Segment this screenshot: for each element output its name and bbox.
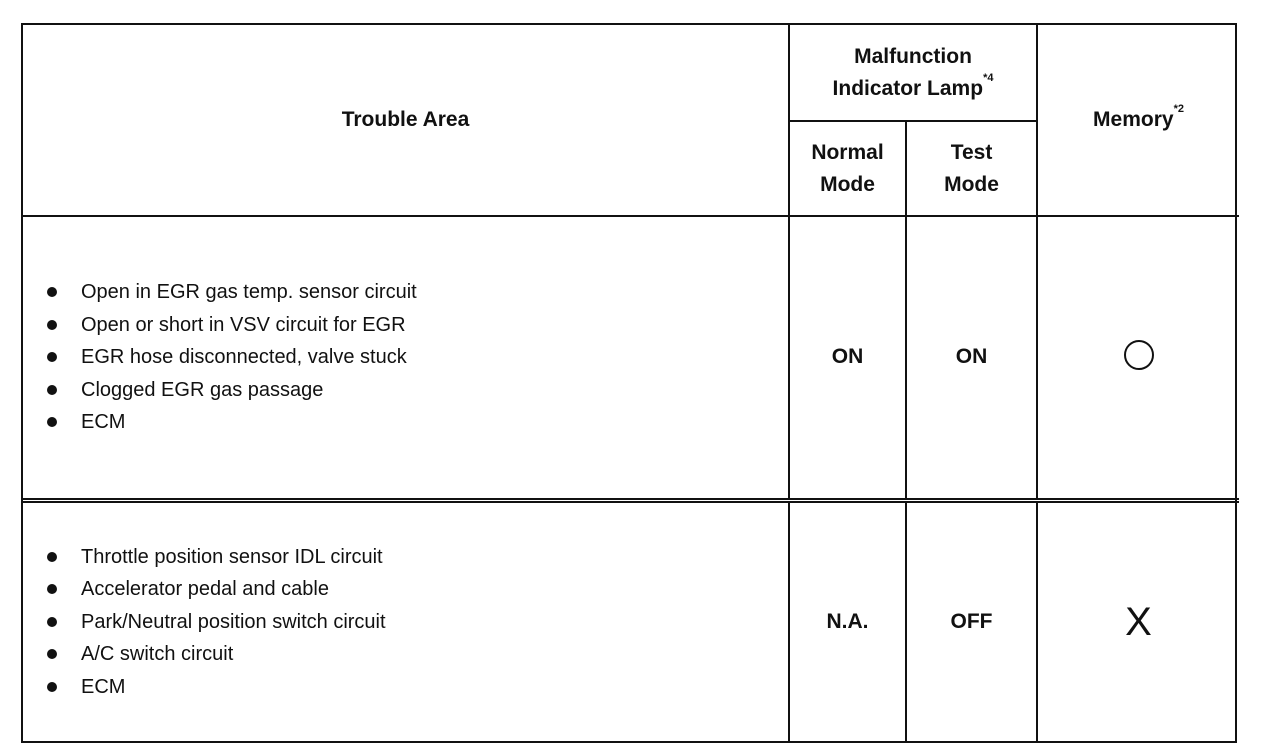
header-memory [1037, 25, 1239, 216]
list-item: A/C switch circuit [47, 638, 788, 671]
header-mil-line1: Malfunction [854, 44, 972, 68]
list-item: Clogged EGR gas passage [47, 374, 788, 407]
diagnosis-table-container [21, 23, 1237, 743]
header-mil-note: *4 [983, 71, 994, 84]
list-item: ECM [47, 406, 788, 439]
trouble-area-cell [23, 500, 789, 741]
bullet-icon [47, 584, 57, 594]
table-row [23, 500, 1239, 741]
bullet-icon [47, 287, 57, 297]
header-test-mode [906, 121, 1037, 216]
list-item: Open in EGR gas temp. sensor circuit [47, 276, 788, 309]
bullet-icon [47, 552, 57, 562]
test-mode-value: ON [906, 216, 1037, 500]
trouble-area-list [23, 541, 788, 704]
normal-mode-value: ON [789, 216, 906, 500]
bullet-icon [47, 649, 57, 659]
header-memory-note: *2 [1173, 103, 1184, 115]
circle-icon [1124, 340, 1154, 370]
header-test-line1: Test [950, 140, 993, 164]
bullet-icon [47, 385, 57, 395]
bullet-icon [47, 682, 57, 692]
x-icon: X [1125, 599, 1152, 644]
list-item: EGR hose disconnected, valve stuck [47, 341, 788, 374]
trouble-area-list [23, 276, 788, 439]
list-item: Park/Neutral position switch circuit [47, 606, 788, 639]
bullet-icon [47, 417, 57, 427]
header-malfunction-indicator-lamp [789, 25, 1037, 121]
bullet-icon [47, 352, 57, 362]
header-memory-label: Memory [1093, 108, 1174, 131]
list-item: Accelerator pedal and cable [47, 573, 788, 606]
header-test-line2: Mode [944, 172, 999, 196]
table-row [23, 216, 1239, 500]
trouble-area-cell [23, 216, 789, 500]
header-normal-line1: Normal [811, 140, 884, 164]
test-mode-value: OFF [906, 500, 1037, 741]
diagnosis-table [23, 25, 1239, 741]
list-item: ECM [47, 671, 788, 704]
list-item: Throttle position sensor IDL circuit [47, 541, 788, 574]
bullet-icon [47, 320, 57, 330]
memory-cell [1037, 500, 1239, 741]
header-trouble-area: Trouble Area [23, 25, 789, 216]
normal-mode-value: N.A. [789, 500, 906, 741]
header-normal-mode [789, 121, 906, 216]
list-item: Open or short in VSV circuit for EGR [47, 309, 788, 342]
header-mil-line2: Indicator Lamp [832, 76, 984, 100]
header-normal-line2: Mode [820, 172, 875, 196]
bullet-icon [47, 617, 57, 627]
memory-cell [1037, 216, 1239, 500]
